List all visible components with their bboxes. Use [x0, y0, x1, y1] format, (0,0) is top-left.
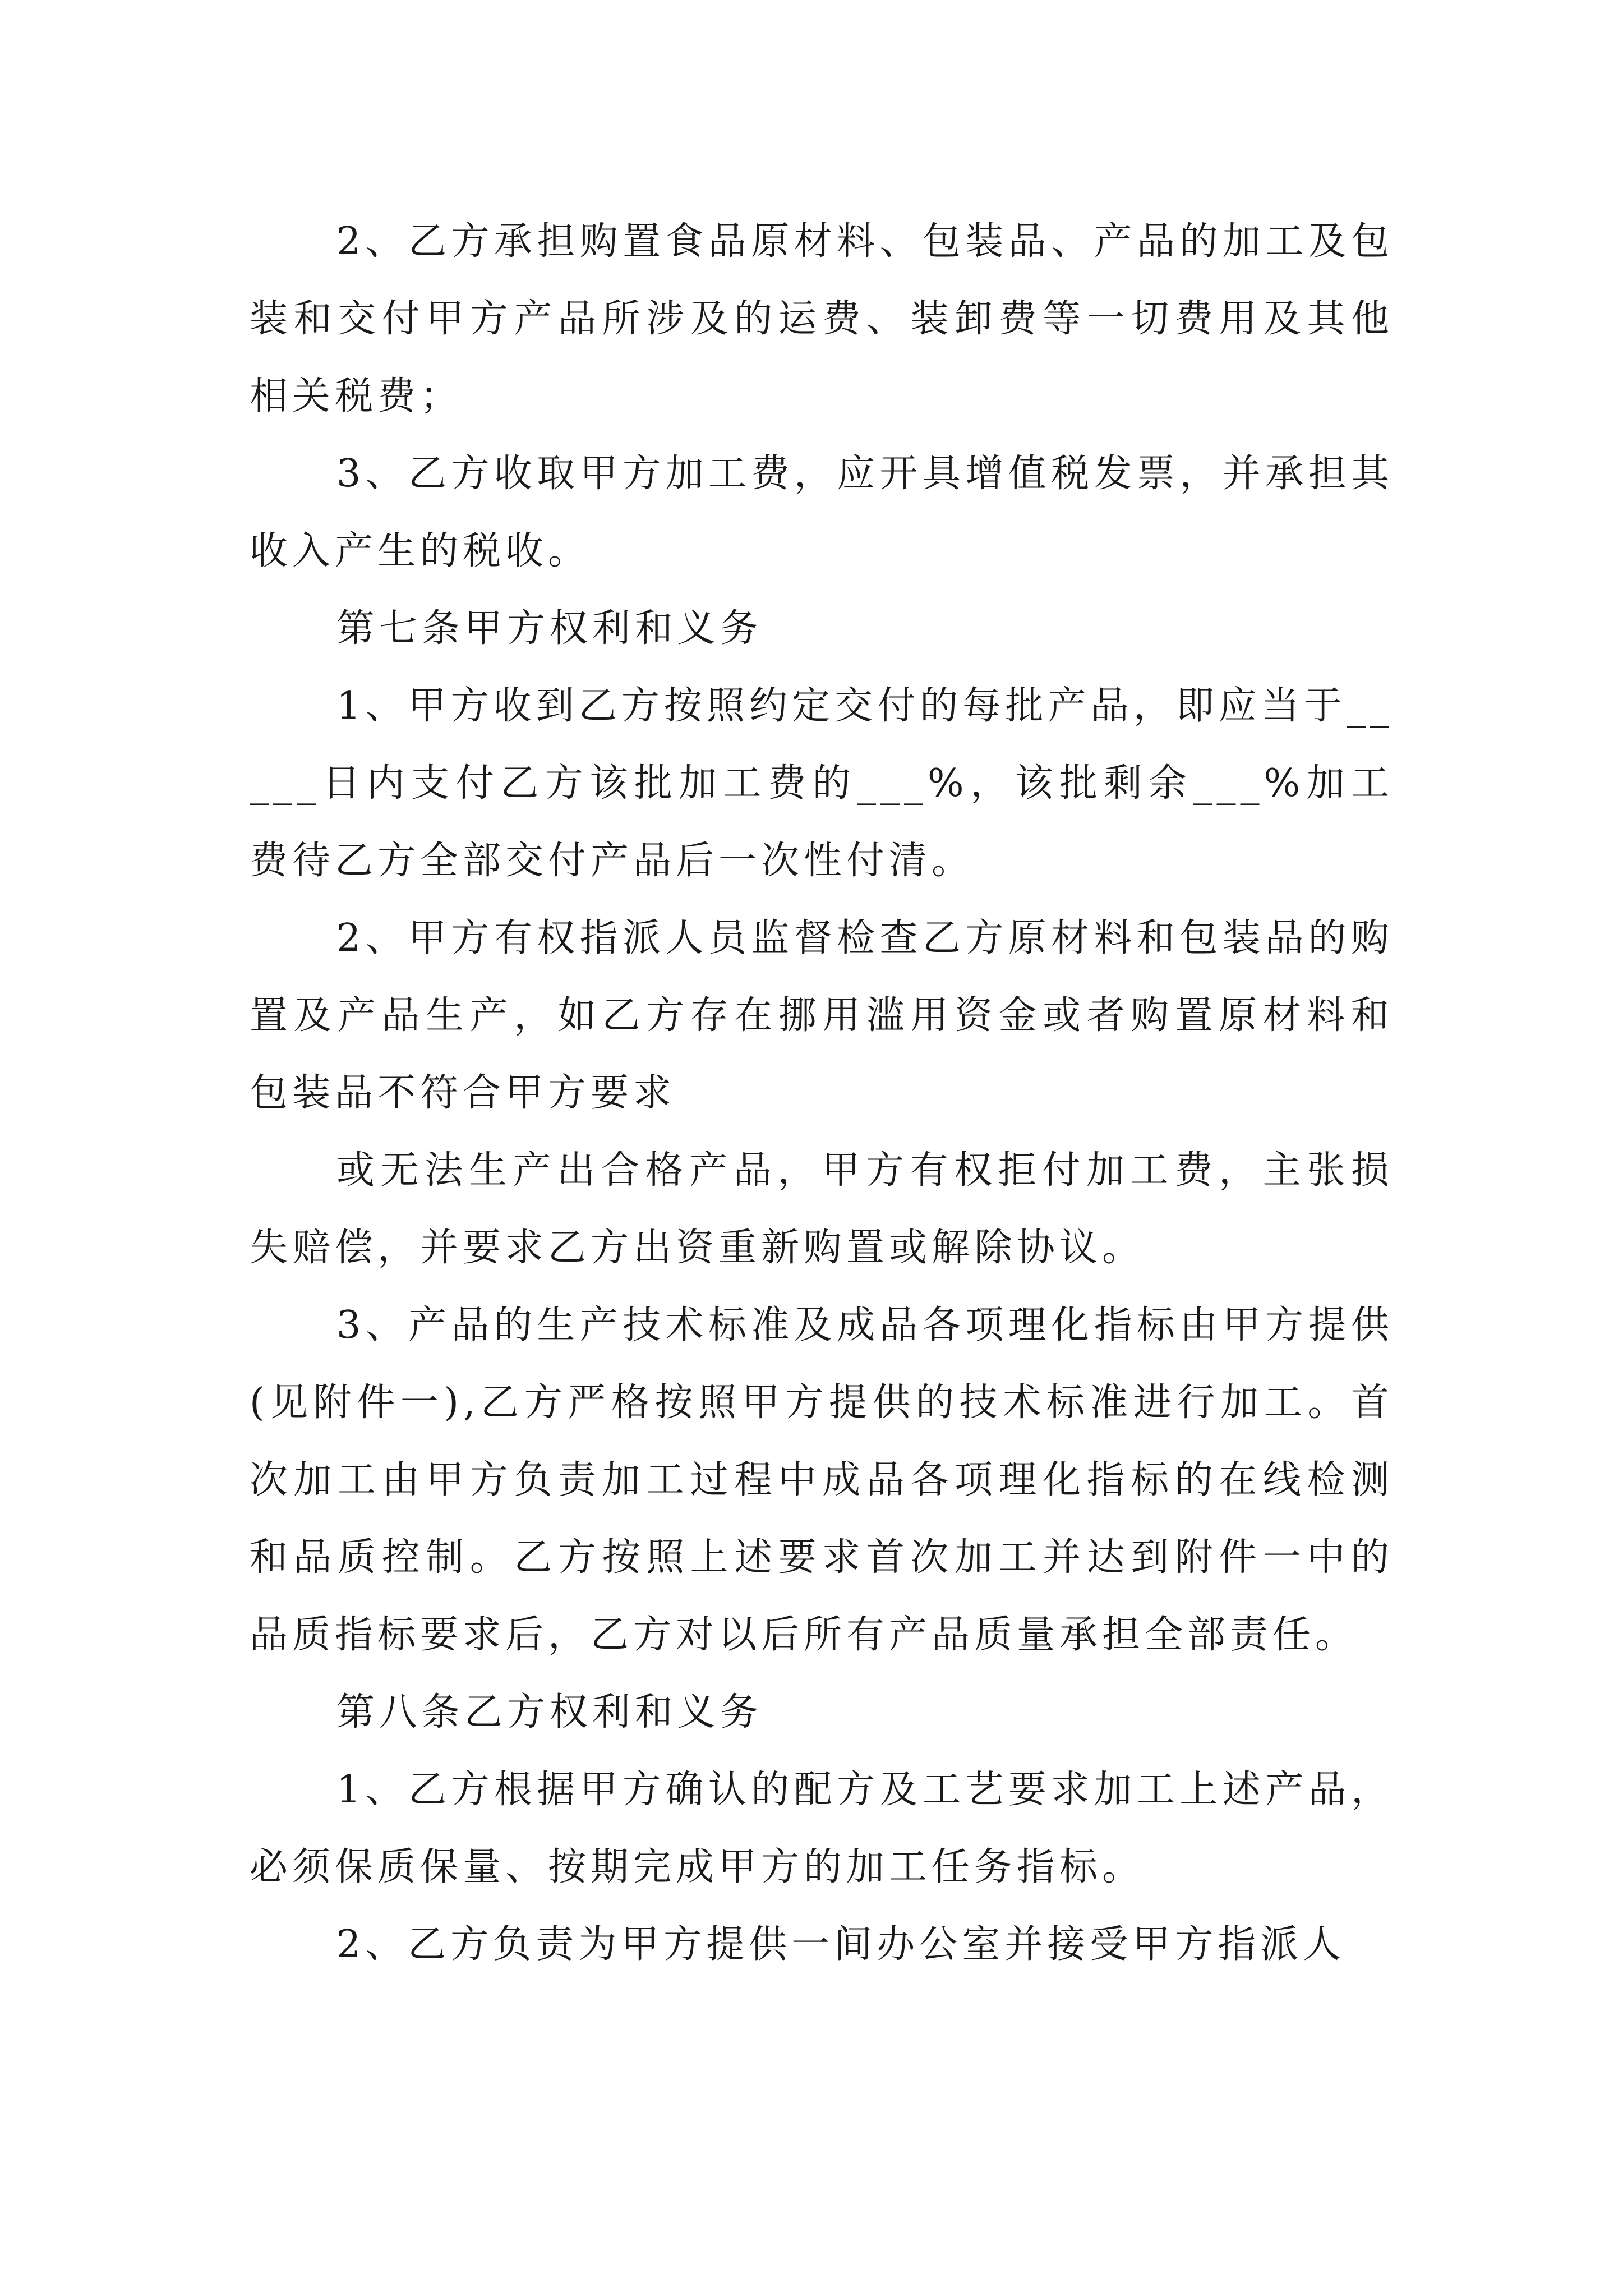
article-7-heading: 第七条甲方权利和义务	[336, 606, 763, 651]
document-body	[250, 203, 1394, 1984]
paragraph-clause-7-2-continued: 或无法生产出合格产品，甲方有权拒付加工费，主张损失赔偿，并要求乙方出资重新购置或解除协议。	[250, 1148, 1394, 1270]
article-8-heading: 第八条乙方权利和义务	[336, 1690, 763, 1734]
paragraph-clause-6-2: 2、乙方承担购置食品原材料、包装品、产品的加工及包装和交付甲方产品所涉及的运费、装卸费等一切费用及其他相关税费；	[250, 219, 1394, 418]
paragraph-clause-8-2: 2、乙方负责为甲方提供一间办公室并接受甲方指派人	[336, 1922, 1346, 1967]
paragraph-clause-6-3: 3、乙方收取甲方加工费，应开具增值税发票，并承担其收入产生的税收。	[250, 452, 1394, 573]
paragraph-clause-8-1: 1、乙方根据甲方确认的配方及工艺要求加工上述产品，必须保质保量、按期完成甲方的加工任务指标。	[250, 1768, 1394, 1889]
paragraph-clause-7-2: 2、甲方有权指派人员监督检查乙方原材料和包装品的购置及产品生产，如乙方存在挪用滥用资金或者购置原材料和包装品不符合甲方要求	[250, 916, 1394, 1115]
paragraph-clause-7-3: 3、产品的生产技术标准及成品各项理化指标由甲方提供(见附件一),乙方严格按照甲方提供的技术标准进行加工。首次加工由甲方负责加工过程中成品各项理化指标的在线检测和品质控制。乙方按照上述要求首次加工并达到附件一中的品质指标要求后，乙方对以后所有产品质量承担全部责任。	[250, 1303, 1394, 1657]
paragraph-clause-7-1: 1、甲方收到乙方按照约定交付的每批产品，即应当于_____日内支付乙方该批加工费的___%，该批剩余___%加工费待乙方全部交付产品后一次性付清。	[250, 684, 1394, 883]
